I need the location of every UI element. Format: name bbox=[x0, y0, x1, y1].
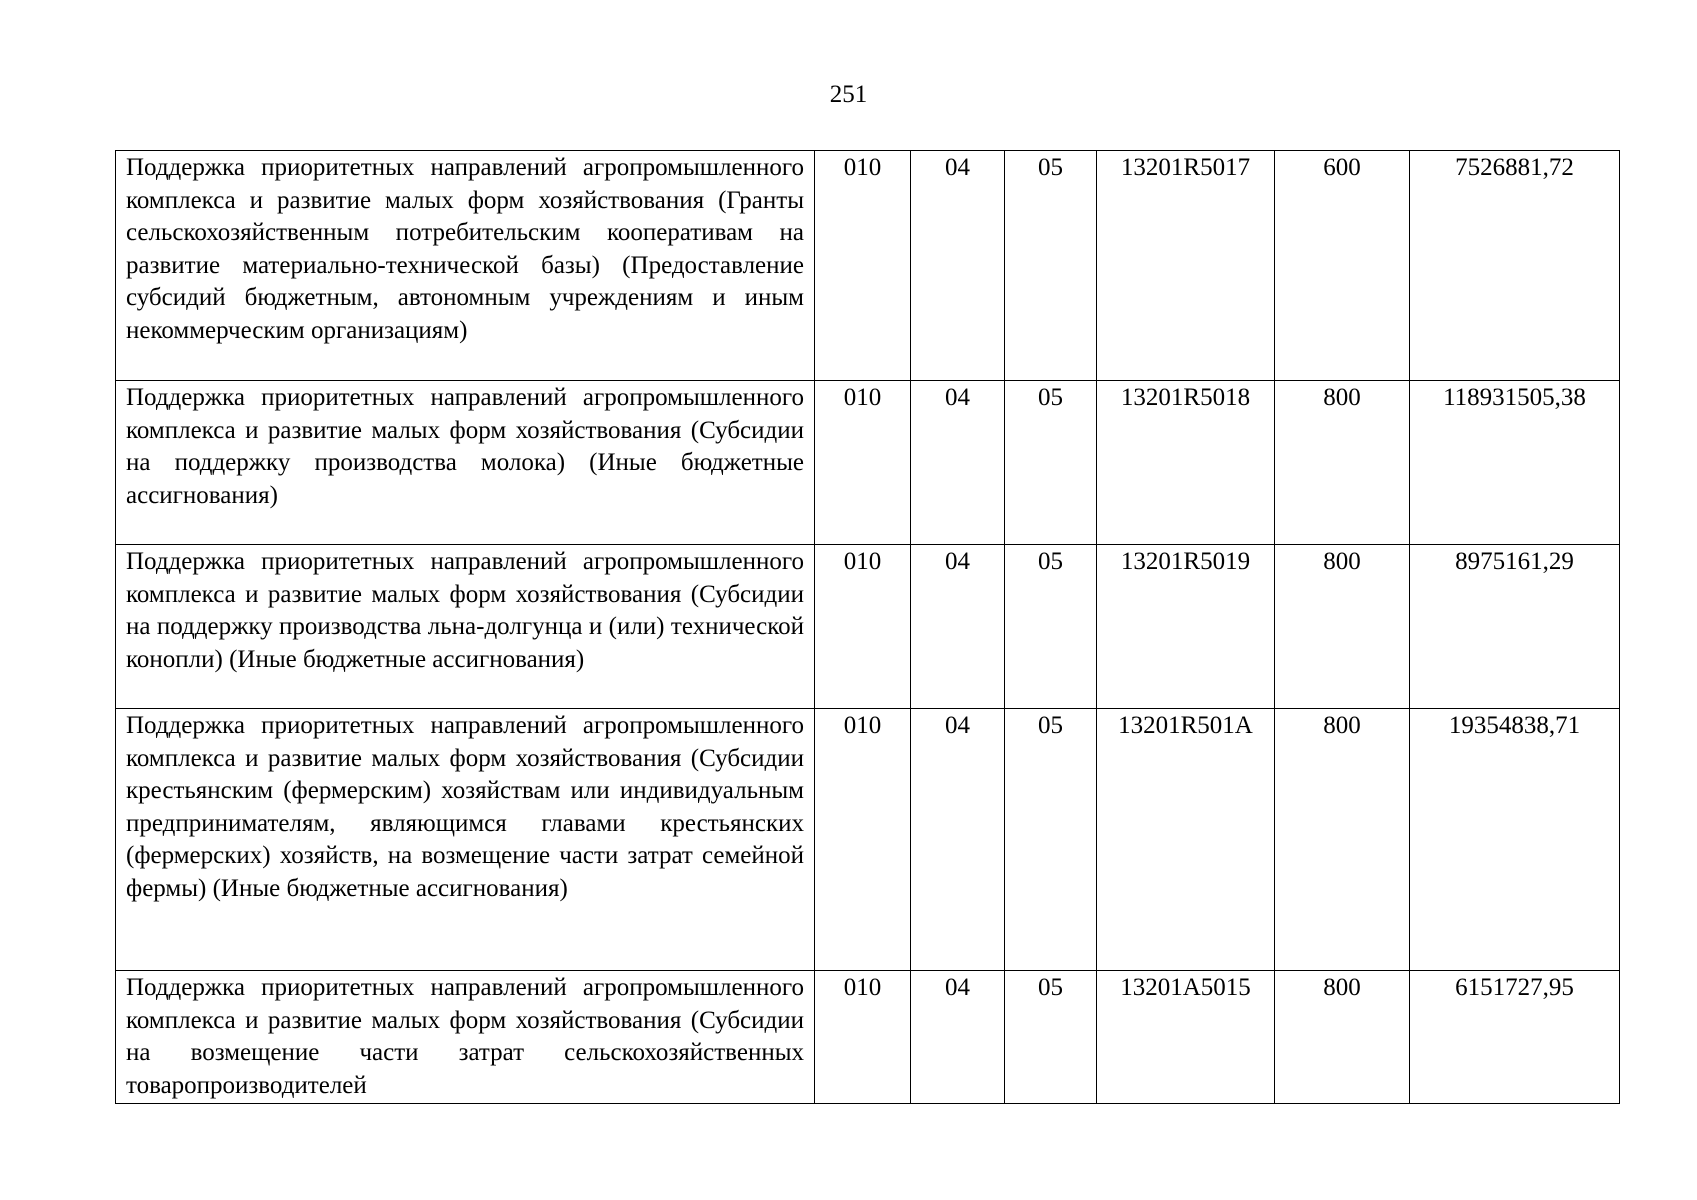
amount-cell: 118931505,38 bbox=[1410, 381, 1620, 545]
description-text: Поддержка приоритетных направлений агропромышленного комплекса и развитие малых форм хозяйствования (Субсидии на возмещение части затрат сельскохозяйственных товаропроизводителей bbox=[126, 974, 804, 1099]
ministry-code-cell: 010 bbox=[815, 381, 911, 545]
section-code-cell: 04 bbox=[911, 151, 1005, 381]
budget-table bbox=[115, 150, 1620, 1104]
expense-type-cell: 800 bbox=[1275, 709, 1410, 971]
ministry-code-cell: 010 bbox=[815, 709, 911, 971]
table-row bbox=[116, 971, 1620, 1104]
target-article-cell: 13201R501A bbox=[1097, 709, 1275, 971]
expense-type-cell: 800 bbox=[1275, 971, 1410, 1104]
table-row bbox=[116, 151, 1620, 381]
target-article-cell: 13201R5018 bbox=[1097, 381, 1275, 545]
expense-type-cell: 800 bbox=[1275, 545, 1410, 709]
subsection-code-cell: 05 bbox=[1005, 151, 1097, 381]
section-code-cell: 04 bbox=[911, 545, 1005, 709]
description-cell bbox=[116, 971, 815, 1104]
expense-type-cell: 800 bbox=[1275, 381, 1410, 545]
description-cell: Поддержка приоритетных направлений агропромышленного комплекса и развитие малых форм хозяйствования (Субсидии крестьянским (фермерским) хозяйствам или индивидуальным предпринимателям, являющимся главами крестьянских (фермерских) хозяйств, на возмещение части затрат семейной фермы) (Иные бюджетные ассигнования) bbox=[116, 709, 815, 971]
table-row bbox=[116, 381, 1620, 545]
section-code-cell: 04 bbox=[911, 709, 1005, 971]
section-code-cell: 04 bbox=[911, 381, 1005, 545]
subsection-code-cell: 05 bbox=[1005, 545, 1097, 709]
amount-cell: 7526881,72 bbox=[1410, 151, 1620, 381]
ministry-code-cell: 010 bbox=[815, 545, 911, 709]
target-article-cell: 13201R5019 bbox=[1097, 545, 1275, 709]
table-row bbox=[116, 709, 1620, 971]
amount-cell: 6151727,95 bbox=[1410, 971, 1620, 1104]
description-cell: Поддержка приоритетных направлений агропромышленного комплекса и развитие малых форм хозяйствования (Гранты сельскохозяйственным потребительским кооперативам на развитие материально-технической базы) (Предоставление субсидий бюджетным, автономным учреждениям и иным некоммерческим организациям) bbox=[116, 151, 815, 381]
section-code-cell: 04 bbox=[911, 971, 1005, 1104]
amount-cell: 19354838,71 bbox=[1410, 709, 1620, 971]
expense-type-cell: 600 bbox=[1275, 151, 1410, 381]
target-article-cell: 13201R5017 bbox=[1097, 151, 1275, 381]
target-article-cell: 13201A5015 bbox=[1097, 971, 1275, 1104]
subsection-code-cell: 05 bbox=[1005, 971, 1097, 1104]
table-row bbox=[116, 545, 1620, 709]
page-number: 251 bbox=[829, 81, 868, 108]
description-cell: Поддержка приоритетных направлений агропромышленного комплекса и развитие малых форм хозяйствования (Субсидии на поддержку производства молока) (Иные бюджетные ассигнования) bbox=[116, 381, 815, 545]
description-cell: Поддержка приоритетных направлений агропромышленного комплекса и развитие малых форм хозяйствования (Субсидии на поддержку производства льна-долгунца и (или) технической конопли) (Иные бюджетные ассигнования) bbox=[116, 545, 815, 709]
amount-cell: 8975161,29 bbox=[1410, 545, 1620, 709]
subsection-code-cell: 05 bbox=[1005, 709, 1097, 971]
ministry-code-cell: 010 bbox=[815, 971, 911, 1104]
ministry-code-cell: 010 bbox=[815, 151, 911, 381]
subsection-code-cell: 05 bbox=[1005, 381, 1097, 545]
